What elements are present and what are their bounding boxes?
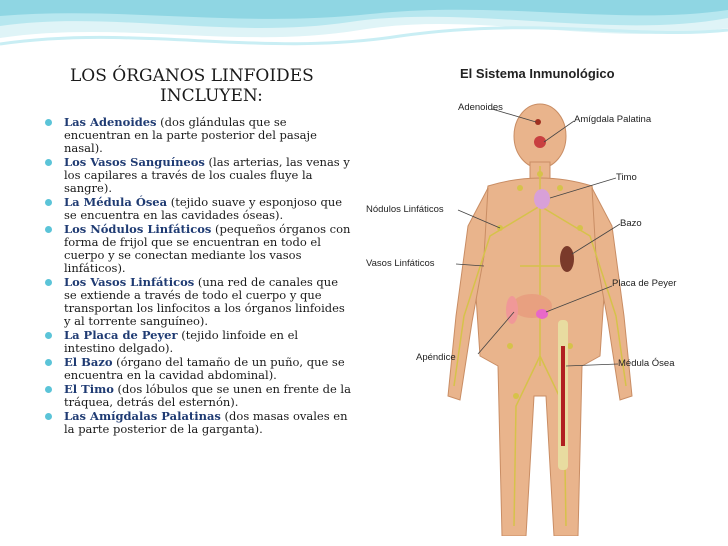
item-term: Los Vasos Sanguíneos bbox=[64, 155, 205, 169]
figure-title: El Sistema Inmunológico bbox=[460, 66, 615, 81]
item-desc: (una red de canales que se extiende a través de todo el cuerpo y que transportan los linfocitos a los órganos linfoides y al torrente sanguíneo). bbox=[64, 275, 345, 328]
bullet-icon bbox=[45, 119, 52, 126]
item-desc: (tejido suave y esponjoso que se encuentra en las cavidades óseas). bbox=[64, 195, 343, 222]
item-term: El Bazo bbox=[64, 355, 113, 369]
slide-title bbox=[70, 66, 352, 106]
human-body-illustration bbox=[360, 66, 712, 536]
immune-system-figure bbox=[360, 66, 712, 536]
label-bazo: Bazo bbox=[620, 218, 642, 229]
slide-title-line1: LOS ÓRGANOS LINFOIDES bbox=[70, 66, 314, 86]
item-term: Las Amígdalas Palatinas bbox=[64, 409, 221, 423]
label-nodulos: Nódulos Linfáticos bbox=[366, 204, 444, 215]
slide-title-line2: INCLUYEN: bbox=[160, 86, 263, 106]
bullet-icon bbox=[45, 159, 52, 166]
list-item bbox=[42, 276, 352, 328]
item-term: La Médula Ósea bbox=[64, 195, 168, 209]
list-item bbox=[42, 356, 352, 382]
bullet-icon bbox=[45, 279, 52, 286]
header-wave-decoration bbox=[0, 0, 728, 75]
list-item bbox=[42, 410, 352, 436]
item-term: El Timo bbox=[64, 382, 114, 396]
item-desc: (las arterias, las venas y los capilares a través de los cuales fluye la sangre). bbox=[64, 155, 350, 195]
item-term: Los Nódulos Linfáticos bbox=[64, 222, 212, 236]
item-desc: (tejido linfoide en el intestino delgado). bbox=[64, 328, 299, 355]
item-desc: (dos masas ovales en la parte posterior de la garganta). bbox=[64, 409, 348, 436]
bullet-icon bbox=[45, 199, 52, 206]
label-vasos: Vasos Linfáticos bbox=[366, 258, 435, 269]
list-item bbox=[42, 116, 352, 155]
list-item bbox=[42, 196, 352, 222]
list-item bbox=[42, 383, 352, 409]
organ-list bbox=[42, 116, 352, 436]
label-medula: Médula Ósea bbox=[618, 358, 675, 369]
bullet-icon bbox=[45, 386, 52, 393]
label-placa: Placa de Peyer bbox=[612, 278, 677, 289]
list-item bbox=[42, 223, 352, 275]
label-adenoides: Adenoides bbox=[458, 102, 503, 113]
label-timo: Timo bbox=[616, 172, 637, 183]
bullet-icon bbox=[45, 413, 52, 420]
text-column bbox=[42, 66, 352, 437]
item-term: Los Vasos Linfáticos bbox=[64, 275, 195, 289]
label-amigdala: Amígdala Palatina bbox=[574, 114, 652, 125]
bullet-icon bbox=[45, 332, 52, 339]
bullet-icon bbox=[45, 226, 52, 233]
item-desc: (dos glándulas que se encuentran en la parte posterior del pasaje nasal). bbox=[64, 115, 317, 155]
bullet-icon bbox=[45, 359, 52, 366]
item-desc: (órgano del tamaño de un puño, que se encuentra en la cavidad abdominal). bbox=[64, 355, 345, 382]
item-desc: (pequeños órganos con forma de frijol que se encuentran en todo el cuerpo y se conectan mediante los vasos linfáticos). bbox=[64, 222, 351, 275]
list-item bbox=[42, 156, 352, 195]
list-item bbox=[42, 329, 352, 355]
item-term: Las Adenoides bbox=[64, 115, 157, 129]
item-term: La Placa de Peyer bbox=[64, 328, 178, 342]
item-desc: (dos lóbulos que se unen en frente de la tráquea, detrás del esternón). bbox=[64, 382, 351, 409]
label-apendice: Apéndice bbox=[416, 352, 456, 363]
